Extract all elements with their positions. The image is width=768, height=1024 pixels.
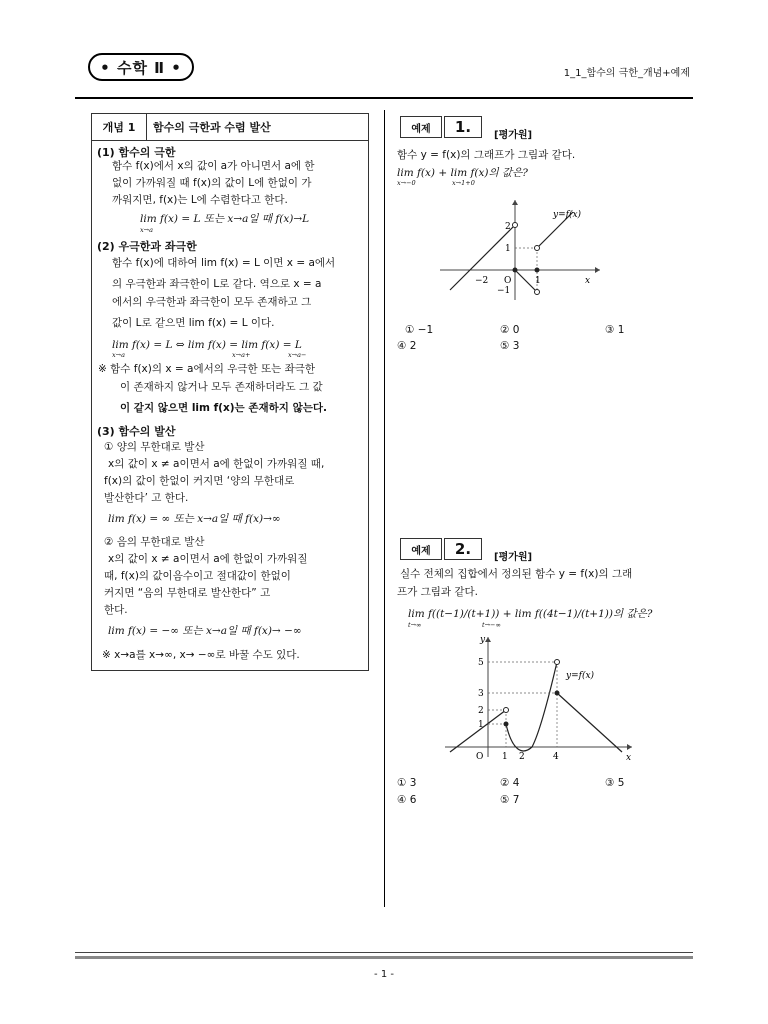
graph-1-tick-y-1: 1 [505, 244, 511, 254]
concept-title: 함수의 극한과 수렴 발산 [153, 121, 271, 134]
graph-2-tick-x-1: 1 [502, 752, 508, 762]
graph-2-left-segment [450, 710, 506, 752]
example-2-choice-3[interactable]: ③ 5 [605, 777, 625, 789]
example-1-choice-3[interactable]: ③ 1 [605, 324, 625, 336]
example-2-choice-1[interactable]: ① 3 [397, 777, 417, 789]
graph-2-x-label: x [626, 753, 632, 762]
graph-2-curve-label: y=f(x) [566, 671, 595, 681]
s2-note-1: ※ 함수 f(x)의 x = a에서의 우극한 또는 좌극한 [98, 363, 316, 375]
graph-1-closed-point-2 [535, 268, 540, 273]
s3-p1-line-3: 발산한다’ 고 한다. [104, 492, 189, 504]
example-1-choice-1[interactable]: ① −1 [405, 324, 434, 336]
s2-sub-minus: x→a− [288, 351, 307, 359]
example-2-question-2: 프가 그림과 같다. [397, 586, 479, 598]
example-2-sub-2: t→−∞ [482, 621, 501, 629]
example-1-choice-4[interactable]: ④ 2 [397, 340, 417, 352]
s3-p2-formula: lim f(x) = −∞ 또는 x→a일 때 f(x)→ −∞ [108, 625, 302, 637]
graph-2-tick-x-2: 2 [519, 752, 525, 762]
concept-header [92, 114, 368, 141]
example-1-graph [435, 195, 605, 305]
s2-sub-plus: x→a+ [232, 351, 251, 359]
s3-p2-heading: ② 음의 무한대로 발산 [104, 536, 205, 548]
graph-2-x-arrow [627, 744, 632, 750]
footer-rule-thick [75, 956, 693, 959]
s3-p2-line-4: 한다. [104, 604, 128, 616]
header-rule [75, 97, 693, 99]
s3-p1-line-2: f(x)의 값이 한없이 커지면 ‘양의 무한대로 [104, 475, 295, 487]
graph-2-tick-y-3: 3 [478, 689, 484, 699]
example-2-choice-4[interactable]: ④ 6 [397, 794, 417, 806]
s3-p2-line-3: 커지면 “음의 무한대로 발산한다” 고 [104, 587, 271, 599]
footer-rule [75, 952, 693, 953]
graph-2-closed-point-2 [555, 691, 560, 696]
graph-2-tick-y-2: 2 [478, 706, 484, 716]
graph-2-right-segment [557, 693, 622, 752]
graph-1-middle-segment [515, 270, 537, 292]
s2-line-3: 에서의 우극한과 좌극한이 모두 존재하고 그 [112, 296, 312, 308]
s2-note-3: 이 같지 않으면 lim f(x)는 존재하지 않는다. [120, 402, 328, 414]
example-1-source: [평가원] [494, 130, 533, 141]
example-2-question-1: 실수 전체의 집합에서 정의된 함수 y = f(x)의 그래 [400, 568, 633, 580]
graph-1-tick-y-2: 2 [505, 222, 511, 232]
subject-badge: • 수학 Ⅱ • [88, 53, 194, 81]
example-2-number: 2. [444, 538, 482, 560]
graph-2-closed-point-1 [504, 722, 509, 727]
section-3-heading: (3) 함수의 발산 [97, 425, 176, 438]
example-1-sub-2: x→1+0 [452, 179, 475, 187]
graph-2-y-arrow [485, 637, 491, 642]
example-2-question-3: lim f((t−1)/(t+1)) + lim f((4t−1)/(t+1))의 값은? [408, 608, 653, 620]
example-1-question-2: lim f(x) + lim f(x)의 값은? [397, 167, 528, 179]
graph-1-open-point-2 [535, 290, 540, 295]
graph-2-curve [506, 662, 557, 751]
example-2-sub-1: t→∞ [408, 621, 422, 629]
graph-2-open-point-2 [555, 660, 560, 665]
section-1-heading: (1) 함수의 극한 [97, 146, 176, 159]
graph-1-open-point [513, 223, 518, 228]
example-1-choice-5[interactable]: ⑤ 3 [500, 340, 520, 352]
graph-2-y-label: y [480, 635, 486, 645]
s3-p1-line-1: x의 값이 x ≠ a이면서 a에 한없이 가까워질 때, [108, 458, 325, 470]
s1-formula-sub: x→a [140, 226, 153, 234]
graph-1-tick-x-1: 1 [535, 276, 541, 286]
graph-2-tick-y-1: 1 [478, 720, 484, 730]
graph-1-tick-y-neg1: −1 [497, 286, 511, 296]
graph-1-tick-x-neg2: −2 [475, 276, 489, 286]
graph-1-closed-point [513, 268, 518, 273]
graph-1-open-point-3 [535, 246, 540, 251]
concept-label: 개념 1 [92, 114, 147, 140]
example-1-question-1: 함수 y = f(x)의 그래프가 그림과 같다. [397, 149, 576, 161]
s3-p1-heading: ① 양의 무한대로 발산 [104, 441, 205, 453]
graph-1-y-arrow [512, 200, 518, 205]
document-title: 1_1_함수의 극한_개념+예제 [563, 68, 690, 79]
example-1-label: 예제 [400, 116, 442, 138]
graph-2-tick-x-origin: O [476, 752, 484, 762]
example-2-choice-2[interactable]: ② 4 [500, 777, 520, 789]
graph-1-curve-label: y=f(x) [553, 210, 582, 220]
example-1-sub-1: x→−0 [397, 179, 416, 187]
graph-1-x-arrow [595, 267, 600, 273]
graph-1-x-label: x [585, 276, 591, 286]
s3-note: ※ x→a를 x→∞, x→ −∞로 바꿀 수도 있다. [102, 649, 300, 661]
s3-p2-line-2: 때, f(x)의 값이음수이고 절대값이 한없이 [104, 570, 291, 582]
s1-formula: lim f(x) = L 또는 x→a일 때 f(x)→L [140, 213, 310, 225]
example-1-number: 1. [444, 116, 482, 138]
s2-formula: lim f(x) = L ⇔ lim f(x) = lim f(x) = L [112, 339, 302, 351]
graph-1-tick-x-origin: O [504, 276, 512, 286]
s3-p1-formula: lim f(x) = ∞ 또는 x→a일 때 f(x)→∞ [108, 513, 281, 525]
example-1-choice-2[interactable]: ② 0 [500, 324, 520, 336]
page-number: - 1 - [374, 969, 394, 980]
graph-2-open-point-1 [504, 708, 509, 713]
example-2-label: 예제 [400, 538, 442, 560]
example-2-graph [440, 632, 640, 762]
s1-line-3: 까워지면, f(x)는 L에 수렴한다고 한다. [112, 194, 288, 206]
s2-line-2: 의 우극한과 좌극한이 L로 같다. 역으로 x = a [112, 278, 322, 290]
example-2-source: [평가원] [494, 552, 533, 563]
column-divider [384, 110, 385, 907]
s1-line-2: 없이 가까워질 때 f(x)의 값이 L에 한없이 가 [112, 177, 312, 189]
s2-line-4: 값이 L로 같으면 lim f(x) = L 이다. [112, 317, 275, 329]
graph-2-tick-x-4: 4 [553, 752, 559, 762]
section-2-heading: (2) 우극한과 좌극한 [97, 240, 197, 253]
s2-line-1: 함수 f(x)에 대하여 lim f(x) = L 이면 x = a에서 [112, 257, 336, 269]
s1-line-1: 함수 f(x)에서 x의 값이 a가 아니면서 a에 한 [112, 160, 315, 172]
graph-2-tick-y-5: 5 [478, 658, 484, 668]
s2-sub-a: x→a [112, 351, 125, 359]
example-2-choice-5[interactable]: ⑤ 7 [500, 794, 520, 806]
s3-p2-line-1: x의 값이 x ≠ a이면서 a에 한없이 가까워질 [108, 553, 308, 565]
s2-note-2: 이 존재하지 않거나 모두 존재하더라도 그 값 [120, 381, 323, 393]
